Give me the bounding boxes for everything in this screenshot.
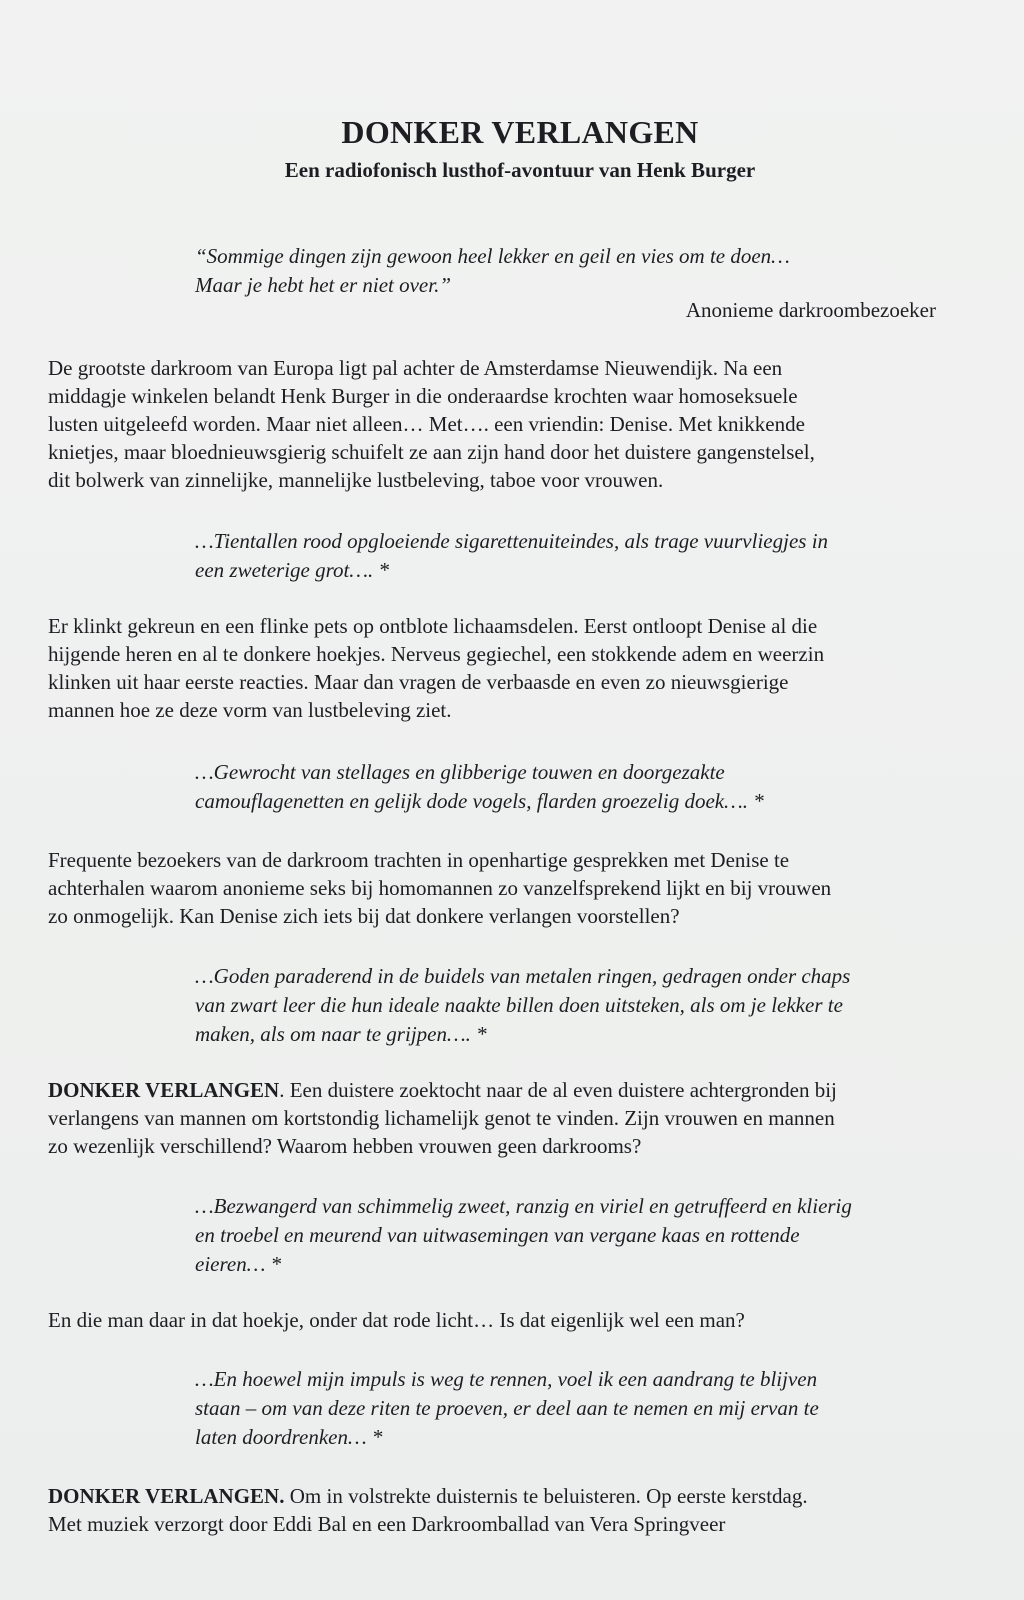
text-line: Met muziek verzorgt door Eddi Bal en een Darkroomballad van Vera Springveer bbox=[48, 1512, 726, 1536]
text-line: verlangens van mannen om kortstondig lichamelijk genot te vinden. Zijn vrouwen en mannen bbox=[48, 1106, 835, 1130]
quote-block bbox=[195, 962, 985, 1049]
paragraph-four bbox=[48, 1076, 988, 1160]
text-line: Frequente bezoekers van de darkroom trachten in openhartige gesprekken met Denise te bbox=[48, 848, 790, 872]
quote-line: …Goden paraderend in de buidels van metalen ringen, gedragen onder chaps bbox=[195, 964, 851, 988]
quote-block bbox=[195, 758, 985, 816]
text-line: achterhalen waarom anonieme seks bij homomannen zo vanzelfsprekend lijkt en bij vrouwen bbox=[48, 876, 832, 900]
bold-title: DONKER VERLANGEN. bbox=[48, 1484, 285, 1508]
quote-line: maken, als om naar te grijpen…. * bbox=[195, 1022, 487, 1046]
page-title: DONKER VERLANGEN bbox=[341, 114, 699, 150]
text-line: zo wezenlijk verschillend? Waarom hebben vrouwen geen darkrooms? bbox=[48, 1134, 642, 1158]
paragraph-three bbox=[48, 846, 988, 930]
paragraph-closing bbox=[48, 1482, 988, 1538]
text-line: dit bolwerk van zinnelijke, mannelijke lustbeleving, taboe voor vrouwen. bbox=[48, 468, 664, 492]
quote-line: staan – om van deze riten te proeven, er deel aan te nemen en mij ervan te bbox=[195, 1396, 819, 1420]
text-line bbox=[48, 1482, 988, 1510]
quote-block bbox=[195, 1192, 985, 1279]
quote-block bbox=[195, 1365, 985, 1452]
quote-line: eieren… * bbox=[195, 1252, 282, 1276]
bold-title: DONKER VERLANGEN bbox=[48, 1078, 280, 1102]
quote-line: …Tientallen rood opgloeiende sigarettenuiteindes, als trage vuurvliegjes in bbox=[195, 529, 829, 553]
page-subtitle: Een radiofonisch lusthof-avontuur van Henk Burger bbox=[284, 158, 756, 182]
text-line: middagje winkelen belandt Henk Burger in die onderaardse krochten waar homoseksuele bbox=[48, 384, 798, 408]
text-line: mannen hoe ze deze vorm van lustbeleving ziet. bbox=[48, 698, 452, 722]
quote-line: van zwart leer die hun ideale naakte billen doen uitsteken, als om je lekker te bbox=[195, 993, 843, 1017]
motto-line: “Sommige dingen zijn gewoon heel lekker en geil en vies om te doen… bbox=[195, 244, 790, 268]
text-line: En die man daar in dat hoekje, onder dat rode licht… Is dat eigenlijk wel een man? bbox=[48, 1308, 745, 1332]
text-line: lusten uitgeleefd worden. Maar niet alleen… Met…. een vriendin: Denise. Met knikkende bbox=[48, 412, 805, 436]
motto-attribution: Anonieme darkroombezoeker bbox=[685, 298, 936, 322]
text-line: zo onmogelijk. Kan Denise zich iets bij dat donkere verlangen voorstellen? bbox=[48, 904, 680, 928]
quote-block bbox=[195, 527, 985, 585]
text-span: Om in volstrekte duisternis te beluisteren. Op eerste kerstdag. bbox=[284, 1484, 808, 1508]
paragraph-five bbox=[48, 1306, 988, 1334]
paragraph-intro bbox=[48, 354, 988, 494]
quote-line: camouflagenetten en gelijk dode vogels, flarden groezelig doek…. * bbox=[195, 789, 764, 813]
quote-line: …Bezwangerd van schimmelig zweet, ranzig en viriel en getruffeerd en klierig bbox=[195, 1194, 852, 1218]
quote-line: en troebel en meurend van uitwasemingen van vergane kaas en rottende bbox=[195, 1223, 800, 1247]
text-line: knietjes, maar bloednieuwsgierig schuifelt ze aan zijn hand door het duistere gangenstelsel, bbox=[48, 440, 815, 464]
text-span: . Een duistere zoektocht naar de al even duistere achtergronden bij bbox=[279, 1078, 837, 1102]
text-line: De grootste darkroom van Europa ligt pal achter de Amsterdamse Nieuwendijk. Na een bbox=[48, 356, 783, 380]
text-line bbox=[48, 1076, 988, 1104]
text-line: hijgende heren en al te donkere hoekjes. Nerveus gegiechel, een stokkende adem en weerzin bbox=[48, 642, 825, 666]
quote-line: een zweterige grot…. * bbox=[195, 558, 390, 582]
quote-line: …Gewrocht van stellages en glibberige touwen en doorgezakte bbox=[195, 760, 725, 784]
text-line: klinken uit haar eerste reacties. Maar dan vragen de verbaasde en even zo nieuwsgierige bbox=[48, 670, 789, 694]
quote-line: laten doordrenken… * bbox=[195, 1425, 383, 1449]
motto-quote bbox=[195, 242, 955, 300]
text-line: Er klinkt gekreun en een flinke pets op ontblote lichaamsdelen. Eerst ontloopt Denise al die bbox=[48, 614, 818, 638]
quote-line: …En hoewel mijn impuls is weg te rennen, voel ik een aandrang te blijven bbox=[195, 1367, 818, 1391]
motto-line: Maar je hebt het er niet over.” bbox=[195, 273, 452, 297]
paragraph-two bbox=[48, 612, 988, 724]
